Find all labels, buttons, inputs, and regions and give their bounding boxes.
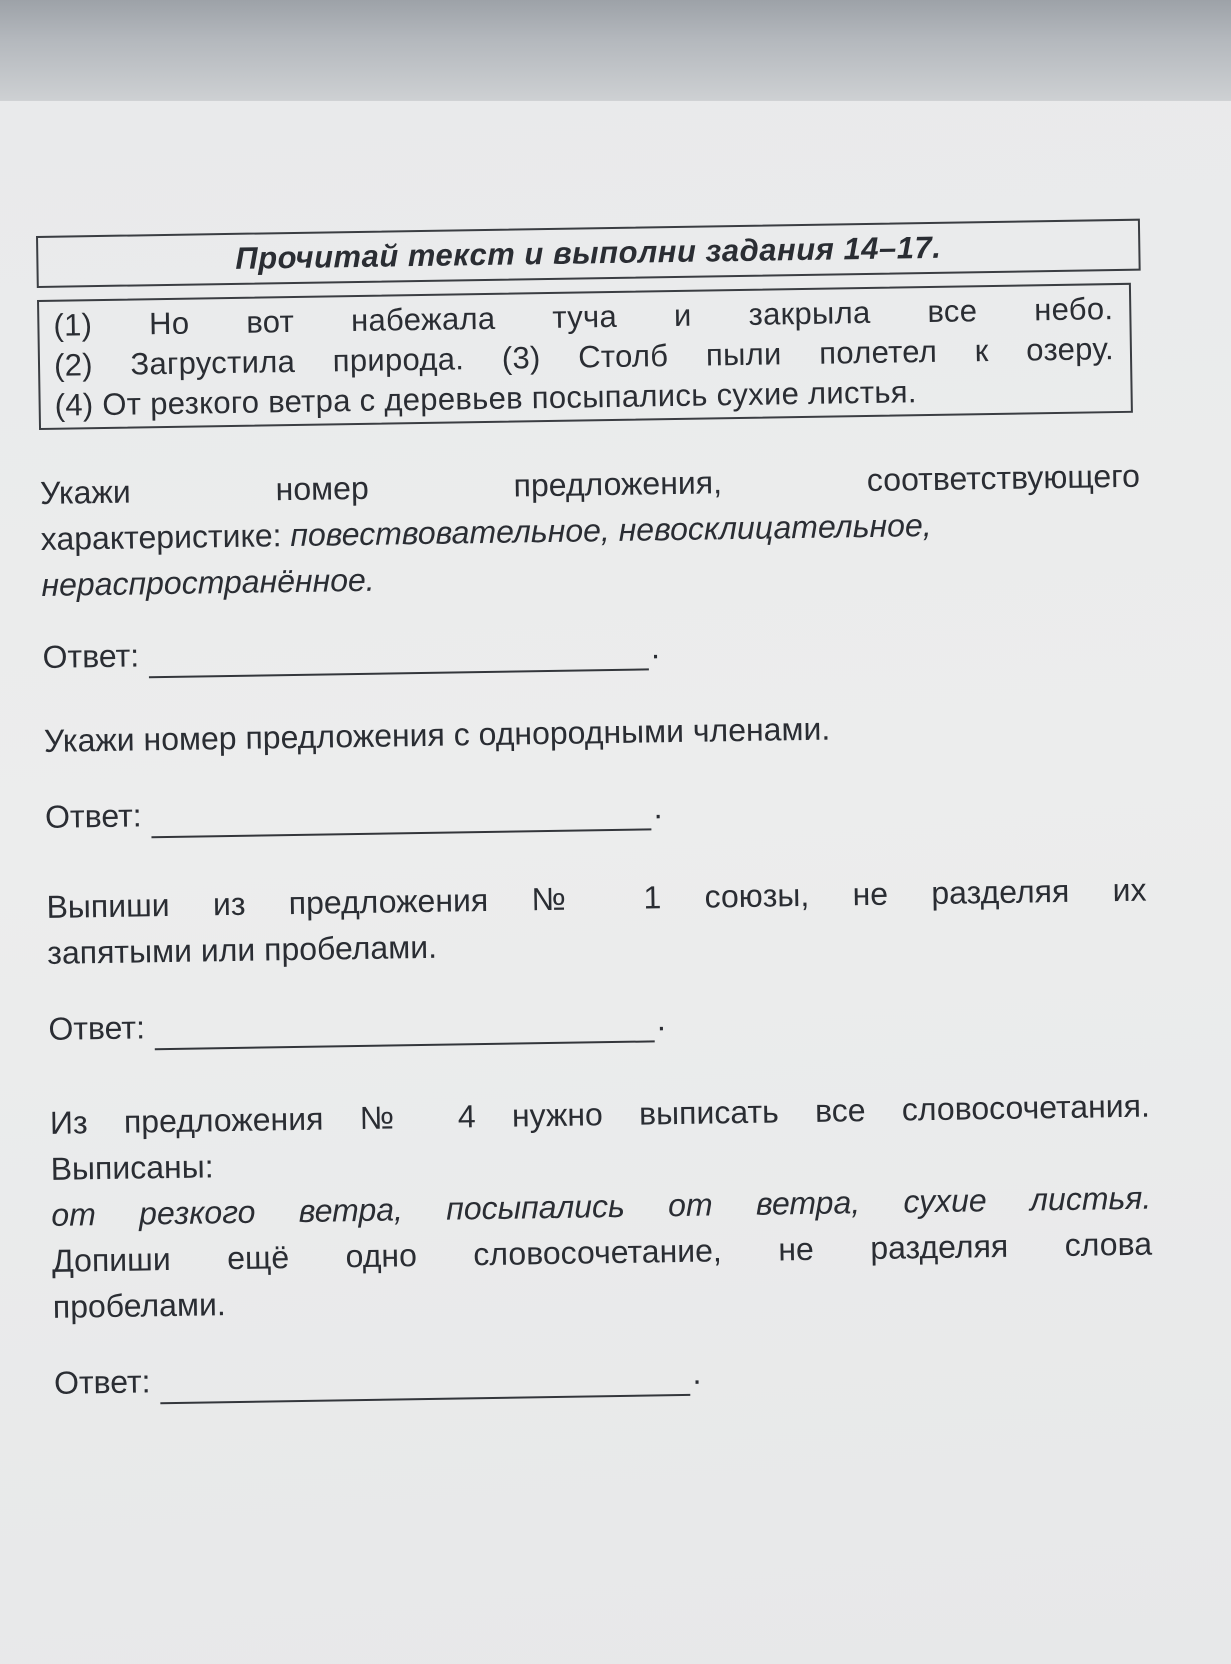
task-15 xyxy=(44,701,1146,840)
task-15-answer-dot: . xyxy=(653,789,663,826)
task-14-prompt-line2: характеристике: xyxy=(40,517,291,557)
task-17-written-phrases: от резкого ветра, посыпались от ветра, сухие листья. xyxy=(51,1179,1152,1233)
source-line-3: (4) От резкого ветра с деревьев посыпались сухие листья. xyxy=(54,374,918,423)
task-14-answer-label: Ответ: xyxy=(42,637,140,675)
task-15-answer-field[interactable] xyxy=(151,796,651,838)
task-17 xyxy=(50,1083,1155,1406)
task-15-prompt: Укажи номер предложения с однородными членами. xyxy=(43,710,831,759)
task-16-answer xyxy=(48,989,1149,1052)
task-15-answer xyxy=(45,777,1146,840)
task-14-answer xyxy=(42,617,1143,680)
task-16-answer-label: Ответ: xyxy=(48,1009,146,1047)
task-17-prompt-line4: пробелами. xyxy=(52,1286,226,1325)
source-text-box xyxy=(37,283,1133,430)
task-15-answer-label: Ответ: xyxy=(44,797,142,835)
task-14-characteristic: повествовательное, невосклицательное, нераспространённое. xyxy=(41,506,932,603)
task-17-answer-dot: . xyxy=(692,1354,702,1391)
task-header-title: Прочитай текст и выполни задания 14–17. xyxy=(235,229,942,276)
task-17-prompt-line1: Из предложения № 4 нужно выписать все словосочетания. xyxy=(49,1087,1151,1141)
task-16-prompt-line2: запятыми или пробелами. xyxy=(46,928,438,971)
source-line-1: (1) Но вот набежала туча и закрыла все небо. xyxy=(53,291,1114,343)
task-17-prompt-line3: Допиши ещё одно словосочетание, не разделяя слова xyxy=(51,1225,1153,1279)
task-16-answer-dot: . xyxy=(656,1001,667,1038)
task-14-answer-field[interactable] xyxy=(149,636,649,678)
task-16-prompt-line1: Выпиши из предложения № 1 союзы, не разделяя их xyxy=(46,871,1147,925)
source-line-2: (2) Загрустила природа. (3) Столб пыли полетел к озеру. xyxy=(53,331,1115,383)
task-17-prompt-line2: Выписаны: xyxy=(50,1148,214,1187)
task-17-answer-label: Ответ: xyxy=(53,1363,151,1401)
task-16-answer-field[interactable] xyxy=(155,1008,655,1050)
task-14 xyxy=(40,453,1143,680)
task-14-prompt-rest xyxy=(40,499,1141,608)
worksheet xyxy=(36,218,1224,1406)
task-16 xyxy=(46,867,1149,1052)
task-14-answer-dot: . xyxy=(650,629,661,666)
task-14-prompt-line1: Укажи номер предложения, соответствующего xyxy=(39,457,1141,511)
